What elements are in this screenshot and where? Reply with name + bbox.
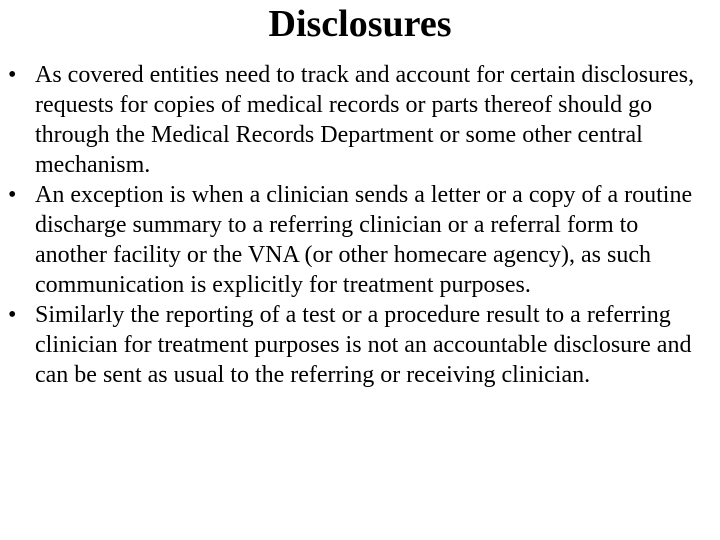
slide-title: Disclosures <box>268 3 452 45</box>
bullet-icon: • <box>8 62 17 88</box>
bullet-text: As covered entities need to track and account for certain disclosures, requests for copies of medical records or parts thereof should go through the Medical Records Department or some other central mechanism. <box>35 62 695 178</box>
bullet-item <box>0 300 706 390</box>
bullet-item <box>0 60 706 180</box>
bullet-text: An exception is when a clinician sends a letter or a copy of a routine discharge summary to a referring clinician or a referral form to another facility or the VNA (or other homecare agency), as such communication is explicitly for treatment purposes. <box>35 182 693 298</box>
bullet-list <box>0 60 706 390</box>
bullet-text: Similarly the reporting of a test or a procedure result to a referring clinician for treatment purposes is not an accountable disclosure and can be sent as usual to the referring or receiving clinician. <box>35 302 692 388</box>
bullet-icon: • <box>8 302 17 328</box>
bullet-item <box>0 180 706 300</box>
bullet-icon: • <box>8 182 17 208</box>
